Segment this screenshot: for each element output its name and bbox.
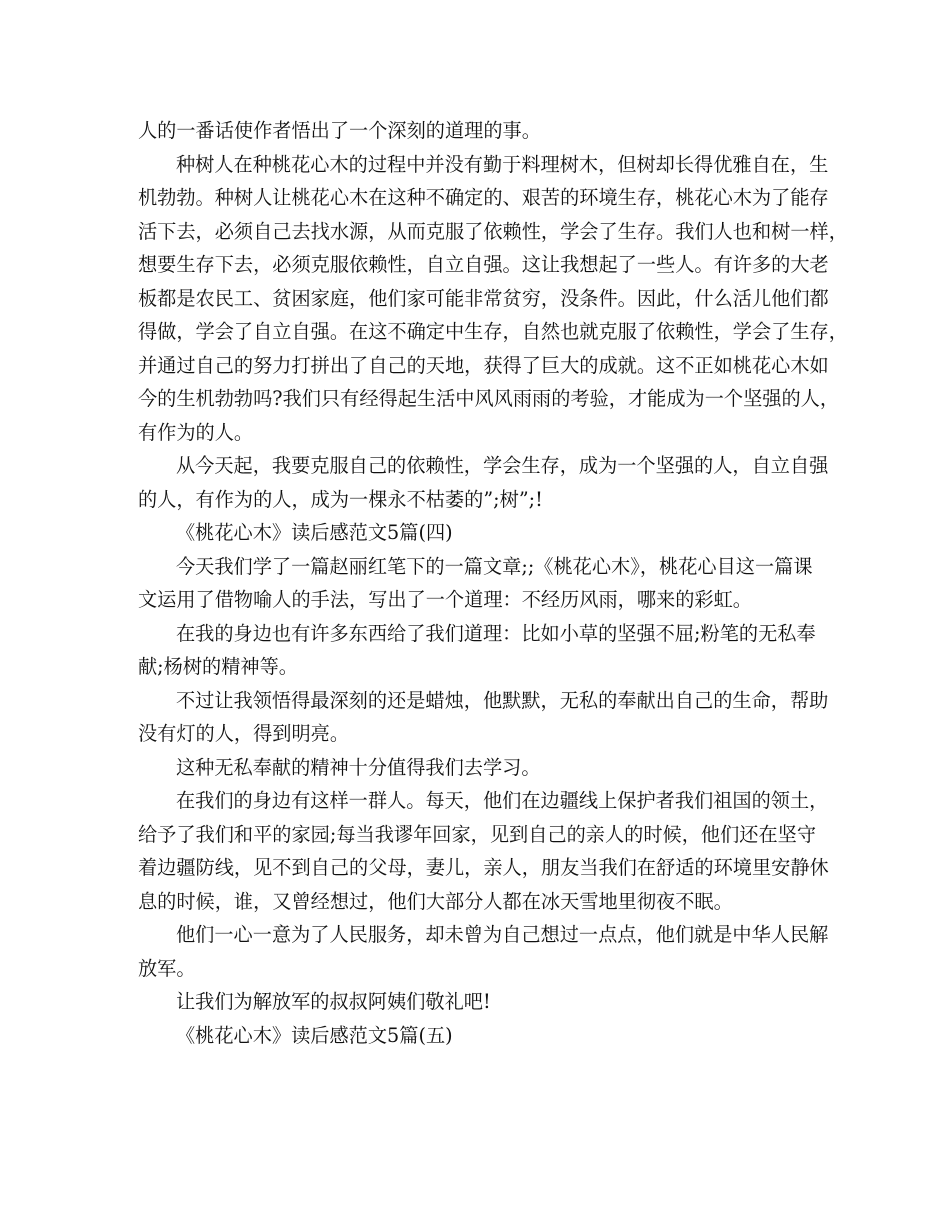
paragraph <box>138 784 828 918</box>
text-line: 在我的身边也有许多东西给了我们道理：比如小草的坚强不屈;粉笔的无私奉 <box>176 621 816 645</box>
paragraph <box>138 114 828 148</box>
paragraph <box>138 684 828 751</box>
text-line: 在我们的身边有这样一群人。每天，他们在边疆线上保护者我们祖国的领土， <box>176 789 829 812</box>
text-line: 机勃勃。种树人让桃花心木在这种不确定的、艰苦的环境生存，桃花心木为了能存 <box>138 186 829 209</box>
text-line: 这种无私奉献的精神十分值得我们去学习。 <box>176 755 541 779</box>
text-line: 今的生机勃勃吗?我们只有经得起生活中风风雨雨的考验，才能成为一个坚强的人， <box>138 387 840 410</box>
text-line: 得做，学会了自立自强。在这不确定中生存，自然也就克服了依赖性，学会了生存， <box>138 320 848 343</box>
text-line: 并通过自己的努力打拼出了自己的天地，获得了巨大的成就。这不正如桃花心木如 <box>138 353 829 377</box>
text-line: 放军。 <box>138 956 196 980</box>
text-line: 息的时候，谁，又曾经想过，他们大部分人都在冰天雪地里彻夜不眠。 <box>138 889 733 913</box>
text-line: 种树人在种桃花心木的过程中并没有勤于料理树木，但树却长得优雅自在，生 <box>176 152 829 176</box>
section-heading <box>138 1019 828 1053</box>
text-line: 板都是农民工、贫困家庭，他们家可能非常贫穷，没条件。因此，什么活儿他们都 <box>138 286 829 310</box>
text-line: 着边疆防线，见不到自己的父母，妻儿，亲人，朋友当我们在舒适的环境里安静休 <box>138 856 829 879</box>
text-line: 让我们为解放军的叔叔阿姨们敬礼吧! <box>176 990 491 1013</box>
text-line: 从今天起，我要克服自己的依赖性，学会生存，成为一个坚强的人，自立自强 <box>176 454 829 477</box>
paragraph <box>138 985 828 1019</box>
text-line: 献;杨树的精神等。 <box>138 655 298 678</box>
text-line: 有作为的人。 <box>138 420 254 444</box>
text-line: 的人，有作为的人，成为一棵永不枯萎的”;树”;! <box>138 487 543 511</box>
document-body <box>138 114 848 1052</box>
text-line: 《桃花心木》读后感范文5篇(四) <box>176 521 453 544</box>
text-line: 《桃花心木》读后感范文5篇(五) <box>176 1023 453 1047</box>
text-line: 给予了我们和平的家园;每当我谬年回家，见到自己的亲人的时候，他们还在坚守 <box>138 822 817 846</box>
text-line: 想要生存下去，必须克服依赖性，自立自强。这让我想起了一些人。有许多的大老 <box>138 253 829 276</box>
text-line: 没有灯的人，得到明亮。 <box>138 722 350 745</box>
section-heading <box>138 516 828 550</box>
paragraph <box>138 751 828 785</box>
paragraph <box>138 550 828 617</box>
paragraph <box>138 449 828 516</box>
text-line: 活下去，必须自己去找水源，从而克服了依赖性，学会了生存。我们人也和树一样， <box>138 219 848 243</box>
text-line: 文运用了借物喻人的手法，写出了一个道理：不经历风雨，哪来的彩虹。 <box>138 588 752 611</box>
text-line: 不过让我领悟得最深刻的还是蜡烛，他默默，无私的奉献出自己的生命，帮助 <box>176 688 829 712</box>
text-line: 人的一番话使作者悟出了一个深刻的道理的事。 <box>138 119 541 142</box>
text-line: 他们一心一意为了人民服务，却未曾为自己想过一点点，他们就是中华人民解 <box>176 923 829 946</box>
paragraph <box>138 617 828 684</box>
paragraph <box>138 918 828 985</box>
paragraph <box>138 148 848 450</box>
text-line: 今天我们学了一篇赵丽红笔下的一篇文章;;《桃花心木》，桃花心目这一篇课 <box>176 554 813 578</box>
